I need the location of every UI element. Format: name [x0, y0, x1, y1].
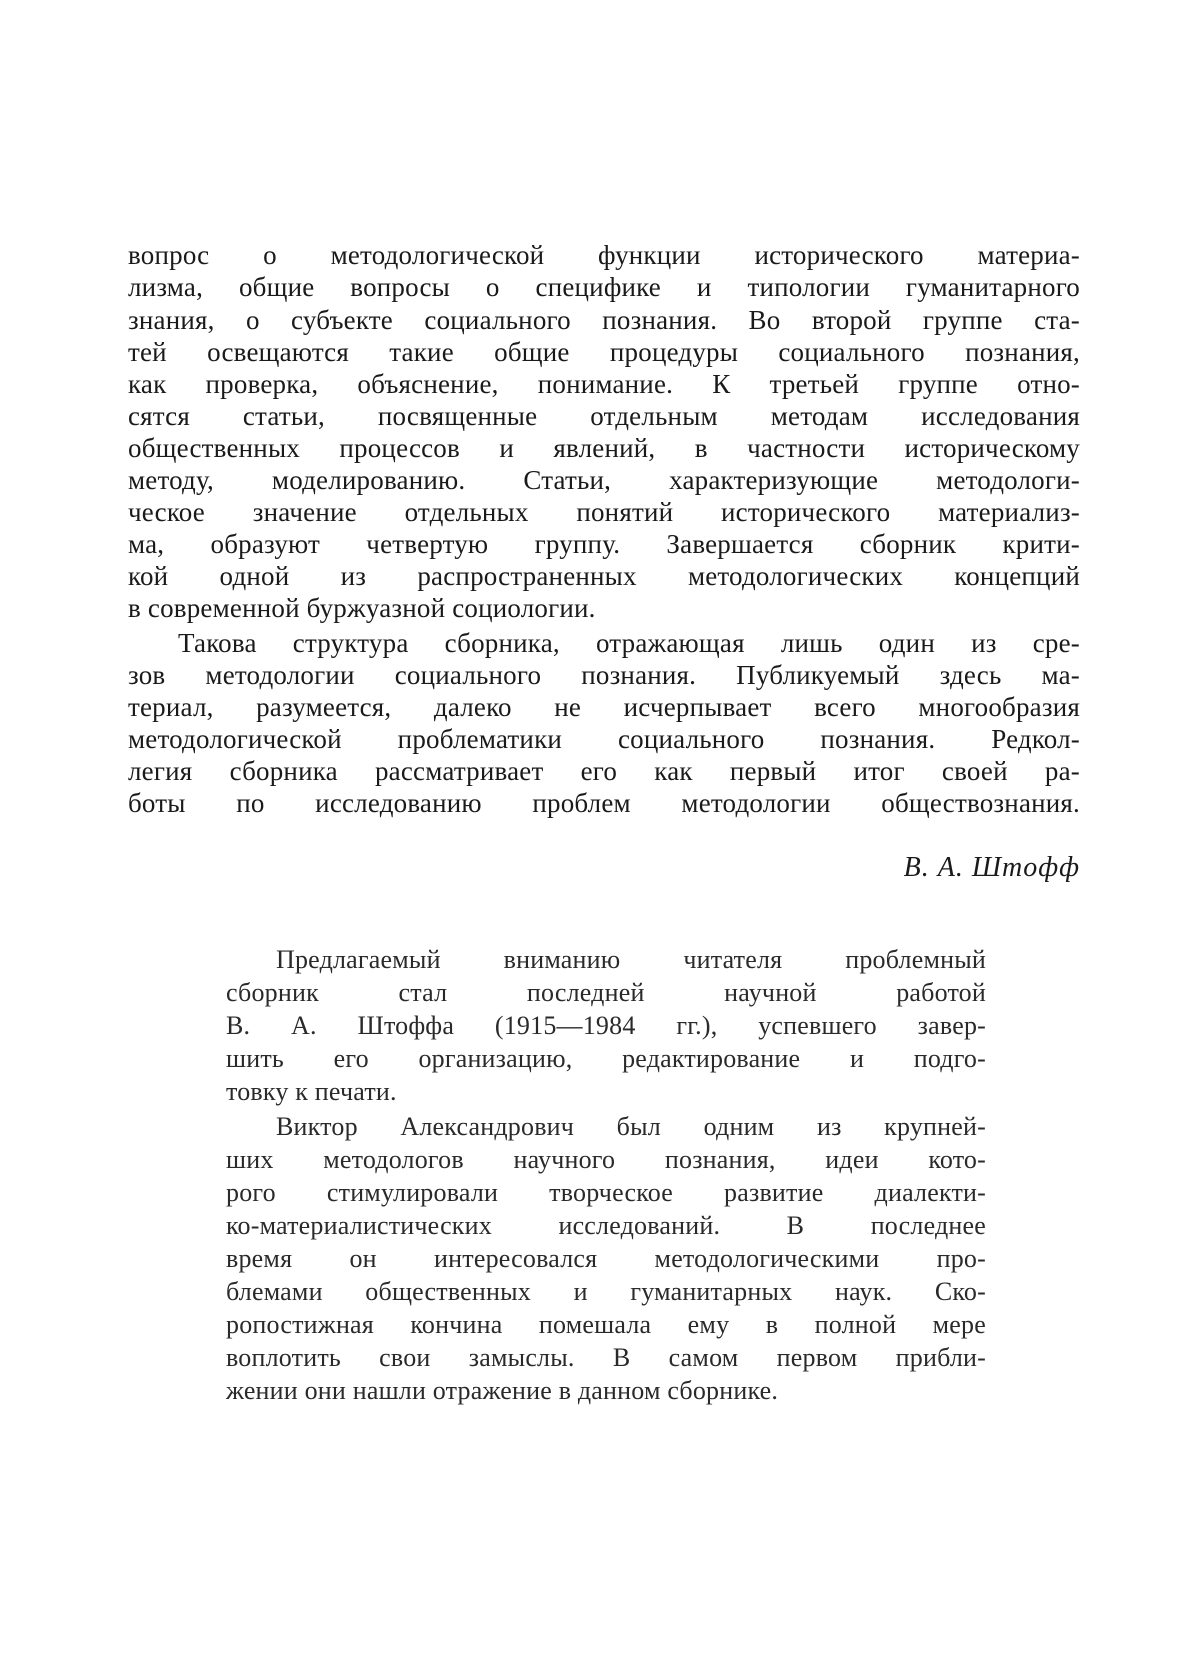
main-text-line: ческое значение отдельных понятий исторического материализ- [128, 497, 1080, 527]
main-text-line: сятся статьи, посвященные отдельным методам исследования [128, 401, 1080, 431]
note-line: В. А. Штоффа (1915—1984 гг.), успевшего завер- [226, 1011, 986, 1040]
main-text-line: знания, о субъекте социального познания. Во второй группе ста- [128, 305, 1080, 335]
main-text-line: вопрос о методологической функции исторического материа- [128, 240, 1080, 270]
main-text-line: боты по исследованию проблем методологии обществознания. [128, 788, 1080, 818]
main-text-line: методологической проблематики социального познания. Редкол- [128, 724, 1080, 754]
main-text-line: в современной буржуазной социологии. [128, 593, 596, 623]
note-line: жении они нашли отражение в данном сборнике. [226, 1376, 779, 1405]
main-text-line: тей освещаются такие общие процедуры социального познания, [128, 337, 1080, 367]
note-line: сборник стал последней научной работой [226, 978, 986, 1007]
main-text-line: лизма, общие вопросы о специфике и типологии гуманитарного [128, 272, 1080, 302]
main-text-line: териал, разумеется, далеко не исчерпывает всего многообразия [128, 692, 1080, 722]
main-text-line: Такова структура сборника, отражающая лишь один из сре- [178, 628, 1080, 658]
note-line: ропостижная кончина помешала ему в полной мере [226, 1310, 986, 1339]
author-signature: В. А. Штофф [903, 852, 1080, 883]
note-line: ших методологов научного познания, идеи кото- [226, 1145, 986, 1174]
note-line: товку к печати. [226, 1077, 397, 1106]
main-text-line: зов методологии социального познания. Публикуемый здесь ма- [128, 660, 1080, 690]
note-line: воплотить свои замыслы. В самом первом прибли- [226, 1343, 986, 1372]
note-line: время он интересовался методологическими про- [226, 1244, 986, 1273]
note-line: блемами общественных и гуманитарных наук. Ско- [226, 1277, 986, 1306]
note-line: Предлагаемый вниманию читателя проблемный [276, 945, 986, 974]
note-line: рого стимулировали творческое развитие диалекти- [226, 1178, 986, 1207]
main-text-line: как проверка, объяснение, понимание. К третьей группе отно- [128, 369, 1080, 399]
note-line: Виктор Александрович был одним из крупней- [276, 1112, 986, 1141]
main-text-line: легия сборника рассматривает его как первый итог своей ра- [128, 756, 1080, 786]
main-text-line: общественных процессов и явлений, в частности историческому [128, 433, 1080, 463]
note-line: шить его организацию, редактирование и подго- [226, 1044, 986, 1073]
main-text-line: ма, образуют четвертую группу. Завершается сборник крити- [128, 529, 1080, 559]
note-line: ко-материалистических исследований. В последнее [226, 1211, 986, 1240]
main-text-line: кой одной из распространенных методологических концепций [128, 561, 1080, 591]
main-text-line: методу, моделированию. Статьи, характеризующие методологи- [128, 465, 1080, 495]
